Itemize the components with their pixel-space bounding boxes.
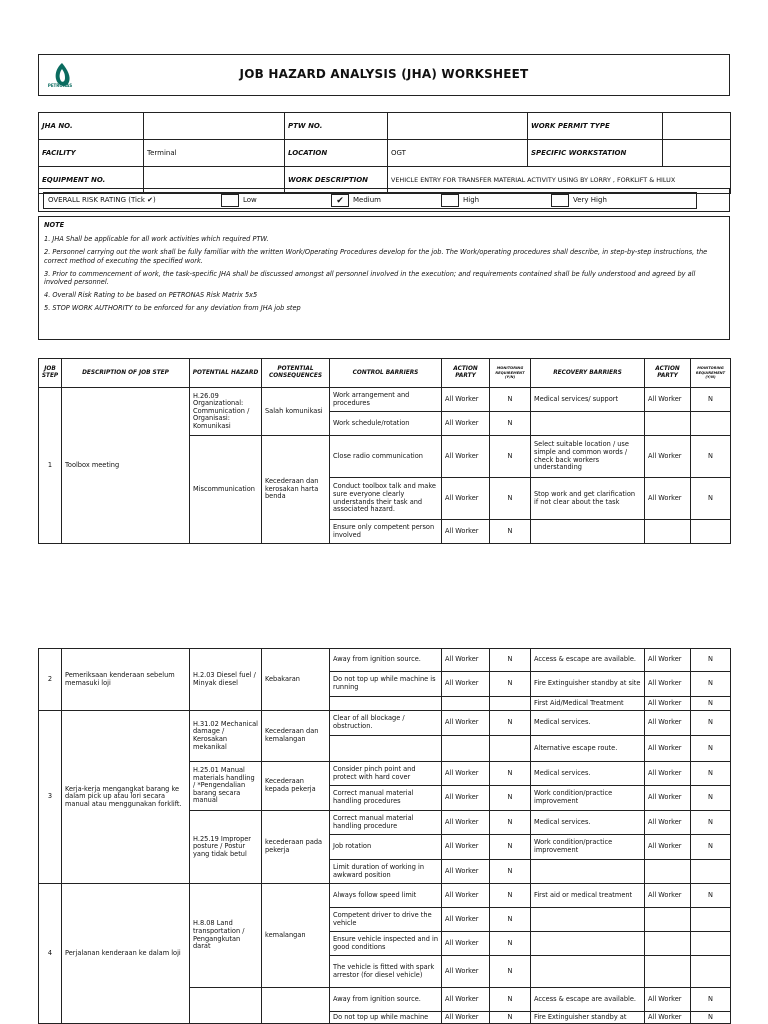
page-title: JOB HAZARD ANALYSIS (JHA) WORKSHEET [239,67,529,81]
control-cell: Competent driver to drive the vehicle [330,908,442,932]
monitoring-cell: N [691,672,731,697]
monitoring-cell: N [490,908,531,932]
control-cell: Correct manual material handling procedures [330,786,442,811]
control-cell: Job rotation [330,835,442,860]
risk-low-checkbox[interactable] [221,194,239,207]
monitoring-cell: N [490,388,531,412]
consequence-cell [262,988,330,1024]
monitoring-cell [691,860,731,884]
notes-section [38,216,730,340]
monitoring-cell: N [490,988,531,1012]
action-party-cell: All Worker [645,762,691,786]
ptw-no-field[interactable] [388,113,528,140]
workstation-label: SPECIFIC WORKSTATION [528,140,663,167]
control-cell: Ensure only competent person involved [330,520,442,544]
recovery-cell [531,520,645,544]
recovery-cell: Access & escape are available. [531,649,645,672]
note-item: 1. JHA Shall be applicable for all work activities which required PTW. [44,235,269,244]
hazard-cell [190,988,262,1024]
consequence-cell: Kebakaran [262,649,330,711]
monitoring-cell: N [691,835,731,860]
job-step-number: 4 [39,884,62,1024]
recovery-cell [531,956,645,988]
monitoring-cell: N [691,762,731,786]
location-label: LOCATION [285,140,388,167]
control-cell: Correct manual material handling procedure [330,811,442,835]
location-field[interactable]: OGT [388,140,528,167]
recovery-cell: Stop work and get clarification if not clear about the task [531,478,645,520]
action-party-cell: All Worker [645,649,691,672]
risk-medium-label: Medium [353,196,381,204]
recovery-cell: Medical services/ support [531,388,645,412]
job-step-number: 3 [39,711,62,884]
monitoring-cell: N [490,811,531,835]
action-party-cell: All Worker [442,908,490,932]
control-cell: Away from ignition source. [330,649,442,672]
col-description: DESCRIPTION OF JOB STEP [62,359,190,388]
risk-high-label: High [463,196,480,204]
col-job-step: JOB STEP [39,359,62,388]
work-description-label: WORK DESCRIPTION [285,167,388,194]
monitoring-cell: N [691,988,731,1012]
monitoring-cell: N [490,711,531,736]
col-monitoring: MONITORING REQUIREMENT (Y/N) [490,359,531,388]
action-party-cell: All Worker [645,478,691,520]
col-consequences: POTENTIAL CONSEQUENCES [262,359,330,388]
recovery-cell: First aid or medical treatment [531,884,645,908]
monitoring-cell: N [490,649,531,672]
action-party-cell [645,908,691,932]
action-party-cell: All Worker [442,811,490,835]
job-step-description: Kerja-kerja mengangkat barang ke dalam pick up atau lori secara manual atau menggunakan forklift. [62,711,190,884]
monitoring-cell: N [691,649,731,672]
action-party-cell: All Worker [645,697,691,711]
monitoring-cell [490,736,531,762]
control-cell [330,736,442,762]
action-party-cell [645,932,691,956]
control-cell: Close radio communication [330,436,442,478]
monitoring-cell: N [691,711,731,736]
action-party-cell: All Worker [442,711,490,736]
ptw-no-label: PTW NO. [285,113,388,140]
action-party-cell: All Worker [645,811,691,835]
note-item: 3. Prior to commencement of work, the task-specific JHA shall be discussed amongst all personnel involved in the execution; and requirements contained shall be fully understood and agreed by all involved personnel. [44,269,696,287]
monitoring-cell: N [691,436,731,478]
action-party-cell [645,860,691,884]
monitoring-cell: N [490,956,531,988]
recovery-cell [531,932,645,956]
action-party-cell: All Worker [442,649,490,672]
recovery-cell [531,860,645,884]
recovery-cell: Work condition/practice improvement [531,786,645,811]
hazard-cell: H.8.08 Land transportation / Pengangkutan darat [190,884,262,988]
action-party-cell: All Worker [645,884,691,908]
consequence-cell: Kecederaan dan kerosakan harta benda [262,436,330,544]
control-cell: Consider pinch point and protect with hard cover [330,762,442,786]
action-party-cell: All Worker [442,1012,490,1024]
monitoring-cell [691,956,731,988]
equipment-label: EQUIPMENT NO. [39,167,144,194]
action-party-cell: All Worker [442,860,490,884]
monitoring-cell: N [490,436,531,478]
action-party-cell [645,412,691,436]
risk-medium-checkbox[interactable] [331,194,349,207]
recovery-cell: Medical services. [531,811,645,835]
recovery-cell: Select suitable location / use simple and common words / check back workers understanding [531,436,645,478]
col-action-party: ACTION PARTY [442,359,490,388]
action-party-cell: All Worker [442,956,490,988]
action-party-cell: All Worker [442,478,490,520]
consequence-cell: kecederaan pada pekerja [262,811,330,884]
monitoring-cell: N [691,697,731,711]
monitoring-cell: N [490,860,531,884]
hazard-cell: H.25.01 Manual materials handling / *Pengendalian barang secara manual [190,762,262,811]
jha-table-2 [38,648,731,1024]
recovery-cell: Fire Extinguisher standby at site [531,672,645,697]
action-party-cell: All Worker [645,786,691,811]
risk-low-label: Low [243,196,257,204]
action-party-cell [442,697,490,711]
action-party-cell: All Worker [442,835,490,860]
monitoring-cell: N [691,811,731,835]
workstation-field[interactable] [663,140,731,167]
col-monitoring-2: MONITORING REQUIREMENT (Y/N) [691,359,731,388]
action-party-cell [645,520,691,544]
action-party-cell: All Worker [442,762,490,786]
monitoring-cell: N [490,412,531,436]
monitoring-cell: N [691,736,731,762]
control-cell: Limit duration of working in awkward position [330,860,442,884]
monitoring-cell: N [691,478,731,520]
hazard-cell: H.2.03 Diesel fuel / Minyak diesel [190,649,262,711]
job-step-description: Perjalanan kenderaan ke dalam loji [62,884,190,1024]
col-hazard: POTENTIAL HAZARD [190,359,262,388]
recovery-cell: Medical services. [531,711,645,736]
control-cell: Ensure vehicle inspected and in good conditions [330,932,442,956]
action-party-cell [442,736,490,762]
hazard-cell: H.31.02 Mechanical damage / Kerosakan mekanikal [190,711,262,762]
action-party-cell: All Worker [442,786,490,811]
control-cell: Conduct toolbox talk and make sure everyone clearly understands their task and associated hazard. [330,478,442,520]
monitoring-cell: N [490,520,531,544]
recovery-cell [531,412,645,436]
work-description-field[interactable]: VEHICLE ENTRY FOR TRANSFER MATERIAL ACTIVITY USING BY LORRY , FORKLIFT & HILUX [388,167,731,194]
facility-label: FACILITY [39,140,144,167]
consequence-cell: Kecederaan dan kemalangan [262,711,330,762]
control-cell: Do not top up while machine [330,1012,442,1024]
control-cell: Away from ignition source. [330,988,442,1012]
note-item: 4. Overall Risk Rating to be based on PETRONAS Risk Matrix 5x5 [44,291,258,300]
monitoring-cell: N [691,1012,731,1024]
action-party-cell: All Worker [645,388,691,412]
recovery-cell: Fire Extinguisher standby at [531,1012,645,1024]
monitoring-cell: N [490,672,531,697]
hazard-cell: Miscommunication [190,436,262,544]
note-item: 2. Personnel carrying out the work shall be fully familiar with the written Work/Operating Procedures develop for the job. The Work/operating procedures shall describe, in step-by-step instructions, the correct method of executing the specified work. [44,248,708,265]
monitoring-cell [691,412,731,436]
action-party-cell: All Worker [442,388,490,412]
recovery-cell: Access & escape are available. [531,988,645,1012]
action-party-cell: All Worker [442,520,490,544]
jha-no-label: JHA NO. [39,113,144,140]
monitoring-cell [691,908,731,932]
hazard-cell: H.26.09 Organizational: Communication / Organisasi: Komunikasi [190,388,262,436]
action-party-cell: All Worker [645,672,691,697]
action-party-cell: All Worker [645,1012,691,1024]
col-recovery-barriers: RECOVERY BARRIERS [531,359,645,388]
control-cell: Clear of all blockage / obstruction. [330,711,442,736]
action-party-cell: All Worker [442,932,490,956]
control-cell [330,697,442,711]
job-step-description: Pemeriksaan kenderaan sebelum memasuki loji [62,649,190,711]
tick-icon: ✔ [336,196,344,206]
recovery-cell: First Aid/Medical Treatment [531,697,645,711]
monitoring-cell: N [490,884,531,908]
facility-field[interactable]: Terminal [144,140,285,167]
job-step-description: Toolbox meeting [62,388,190,544]
monitoring-cell: N [490,835,531,860]
risk-very-high-checkbox[interactable] [551,194,569,207]
consequence-cell: Kecederaan kepada pekerja [262,762,330,811]
control-cell: Always follow speed limit [330,884,442,908]
notes-title: NOTE [44,221,65,229]
action-party-cell: All Worker [442,436,490,478]
control-cell: Do not top up while machine is running [330,672,442,697]
monitoring-cell [490,697,531,711]
monitoring-cell: N [691,388,731,412]
consequence-cell: Salah komunikasi [262,388,330,436]
permit-type-field[interactable] [663,113,731,140]
action-party-cell: All Worker [442,884,490,908]
risk-rating-row [38,188,730,212]
control-cell: Work arrangement and procedures [330,388,442,412]
action-party-cell: All Worker [442,672,490,697]
risk-rating-box [43,192,697,209]
monitoring-cell: N [490,932,531,956]
job-step-number: 2 [39,649,62,711]
consequence-cell: kemalangan [262,884,330,988]
jha-no-field[interactable] [144,113,285,140]
action-party-cell [645,956,691,988]
monitoring-cell: N [490,786,531,811]
action-party-cell: All Worker [645,988,691,1012]
action-party-cell: All Worker [645,736,691,762]
hazard-cell: H.25.19 Improper posture / Postur yang tidak betul [190,811,262,884]
job-step-number: 1 [39,388,62,544]
action-party-cell: All Worker [645,436,691,478]
recovery-cell: Alternative escape route. [531,736,645,762]
monitoring-cell: N [490,1012,531,1024]
recovery-cell: Medical services. [531,762,645,786]
monitoring-cell [691,932,731,956]
note-item: 5. STOP WORK AUTHORITY to be enforced for any deviation from JHA job step [44,304,301,313]
control-cell: Work schedule/rotation [330,412,442,436]
monitoring-cell: N [691,786,731,811]
control-cell: The vehicle is fitted with spark arrestor (for diesel vehicle) [330,956,442,988]
action-party-cell: All Worker [645,835,691,860]
monitoring-cell [691,520,731,544]
jha-table-1 [38,358,731,544]
risk-very-high-label: Very High [573,196,607,204]
action-party-cell: All Worker [645,711,691,736]
recovery-cell [531,908,645,932]
job-info-table [38,112,731,194]
action-party-cell: All Worker [442,988,490,1012]
document-header [38,54,730,96]
col-control-barriers: CONTROL BARRIERS [330,359,442,388]
monitoring-cell: N [490,478,531,520]
recovery-cell: Work condition/practice improvement [531,835,645,860]
col-action-party-2: ACTION PARTY [645,359,691,388]
monitoring-cell: N [691,884,731,908]
monitoring-cell: N [490,762,531,786]
risk-rating-label: OVERALL RISK RATING (Tick ✔) [48,196,156,204]
permit-type-label: WORK PERMIT TYPE [528,113,663,140]
risk-high-checkbox[interactable] [441,194,459,207]
logo-text: PETRONAS [47,83,73,88]
action-party-cell: All Worker [442,412,490,436]
